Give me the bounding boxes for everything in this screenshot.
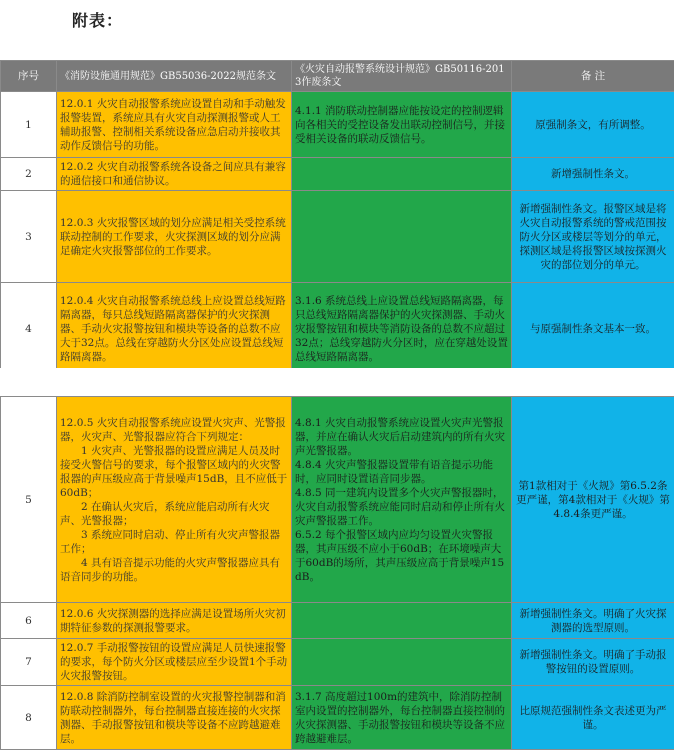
remark: 新增强制性条文。明确了火灾探测器的选型原则。 (512, 603, 674, 639)
new-clause: 12.0.4 火灾自动报警系统总线上应设置总线短路隔离器，每只总线短路隔离器保护的火灾探测器、手动火灾报警按钮和模块等设备的总数不应大于32点。总线在穿越防火分区处应设置总线短路隔离器。 (57, 283, 292, 375)
old-clause (292, 397, 512, 603)
table-row (1, 92, 674, 158)
remark: 第1款相对于《火规》第6.5.2条更严谨，第4款相对于《火规》第4.8.4条更严谨。 (512, 397, 674, 603)
table-row (1, 158, 674, 191)
comparison-table-part-2 (0, 396, 674, 750)
remark: 新增强制性条文。明确了手动报警按钮的设置原则。 (512, 639, 674, 686)
row-index: 3 (1, 191, 57, 283)
row-index: 4 (1, 283, 57, 375)
table-row (1, 603, 674, 639)
table-header-row (1, 61, 674, 92)
clause-item: 3 系统应同时启动、停止所有火灾声警报器工作； (60, 528, 281, 555)
clause-line: 4.8.5 同一建筑内设置多个火灾声警报器时，火灾自动报警系统应能同时启动和停止所有火灾声警报器工作。 (295, 486, 505, 527)
old-clause: 4.1.1 消防联动控制器应能按设定的控制逻辑向各相关的受控设备发出联动控制信号，并接受相关设备的联动反馈信号。 (292, 92, 512, 158)
old-clause (292, 158, 512, 191)
old-clause (292, 603, 512, 639)
page-title: 附表： (72, 11, 124, 30)
remark: 新增强制性条文。 (512, 158, 674, 191)
new-clause (57, 397, 292, 603)
table-row (1, 397, 674, 603)
row-index: 6 (1, 603, 57, 639)
new-clause: 12.0.2 火灾自动报警系统各设备之间应具有兼容的通信接口和通信协议。 (57, 158, 292, 191)
old-clause: 3.1.7 高度超过100m的建筑中，除消防控制室内设置的控制器外，每台控制器直接控制的火灾探测器、手动报警按钮和模块等设备不应跨越避难层。 (292, 686, 512, 750)
page-break-gap (0, 368, 674, 396)
remark: 原强制条文，有所调整。 (512, 92, 674, 158)
remark: 与原强制性条文基本一致。 (512, 283, 674, 375)
new-clause: 12.0.7 手动报警按钮的设置应满足人员快速报警的要求，每个防火分区或楼层应至少设置1个手动火灾报警按钮。 (57, 639, 292, 686)
clause-item: 1 火灾声、光警报器的设置应满足人员及时接受火警信号的要求，每个报警区域内的火灾警报器的声压级应高于背景噪声15dB，且不应低于60dB； (60, 444, 288, 499)
clause-line: 6.5.2 每个报警区域内应均匀设置火灾警报器，其声压级不应小于60dB；在环境噪声大于60dB的场所，其声压级应高于背景噪声15dB。 (295, 528, 505, 583)
old-clause: 3.1.6 系统总线上应设置总线短路隔离器，每只总线短路隔离器保护的火灾探测器、手动火灾报警按钮和模块等消防设备的总数不应超过32点；总线穿越防火分区时，应在穿越处设置总线短路隔离器。 (292, 283, 512, 375)
table-row (1, 283, 674, 375)
table-row (1, 686, 674, 750)
old-clause (292, 191, 512, 283)
clause-item: 2 在确认火灾后，系统应能启动所有火灾声、光警报器； (60, 500, 270, 527)
comparison-table-part-1 (0, 60, 674, 375)
clause-line: 4.8.4 火灾声警报器设置带有语音提示功能时，应同时设置语音同步器。 (295, 458, 494, 485)
clause-item: 4 具有语音提示功能的火灾声警报器应具有语音同步的功能。 (60, 556, 281, 583)
new-clause: 12.0.8 除消防控制室设置的火灾报警控制器和消防联动控制器外，每台控制器直接连接的火灾探测器、手动报警按钮和模块等设备不应跨越避难层。 (57, 686, 292, 750)
header-new-code: 《消防设施通用规范》GB55036-2022规范条文 (57, 61, 292, 92)
old-clause (292, 639, 512, 686)
new-clause: 12.0.1 火灾自动报警系统应设置自动和手动触发报警装置，系统应具有火灾自动探测报警或人工辅助报警、控制相关系统设备应急启动并接收其动作反馈信号的功能。 (57, 92, 292, 158)
remark: 比原规范强制性条文表述更为严谨。 (512, 686, 674, 750)
row-index: 5 (1, 397, 57, 603)
row-index: 1 (1, 92, 57, 158)
row-index: 7 (1, 639, 57, 686)
row-index: 8 (1, 686, 57, 750)
clause-line: 4.8.1 火灾自动报警系统应设置火灾声光警报器，并应在确认火灾后启动建筑内的所有火灾声光警报器。 (295, 416, 505, 457)
new-clause: 12.0.6 火灾探测器的选择应满足设置场所火灾初期特征参数的探测报警要求。 (57, 603, 292, 639)
table-row (1, 639, 674, 686)
new-clause: 12.0.3 火灾报警区域的划分应满足相关受控系统联动控制的工作要求，火灾探测区域的划分应满足确定火灾报警部位的工作要求。 (57, 191, 292, 283)
remark: 新增强制性条文。报警区域是将火灾自动报警系统的警戒范围按防火分区或楼层等划分的单元，探测区域是将报警区域按探测火灾的部位划分的单元。 (512, 191, 674, 283)
clause-line: 12.0.5 火灾自动报警系统应设置火灾声、光警报器，火灾声、光警报器应符合下列规定： (60, 416, 286, 443)
table-row (1, 191, 674, 283)
header-old-code: 《火灾自动报警系统设计规范》GB50116-2013作废条文 (292, 61, 512, 92)
header-index: 序号 (1, 61, 57, 92)
header-remarks: 备 注 (512, 61, 674, 92)
row-index: 2 (1, 158, 57, 191)
